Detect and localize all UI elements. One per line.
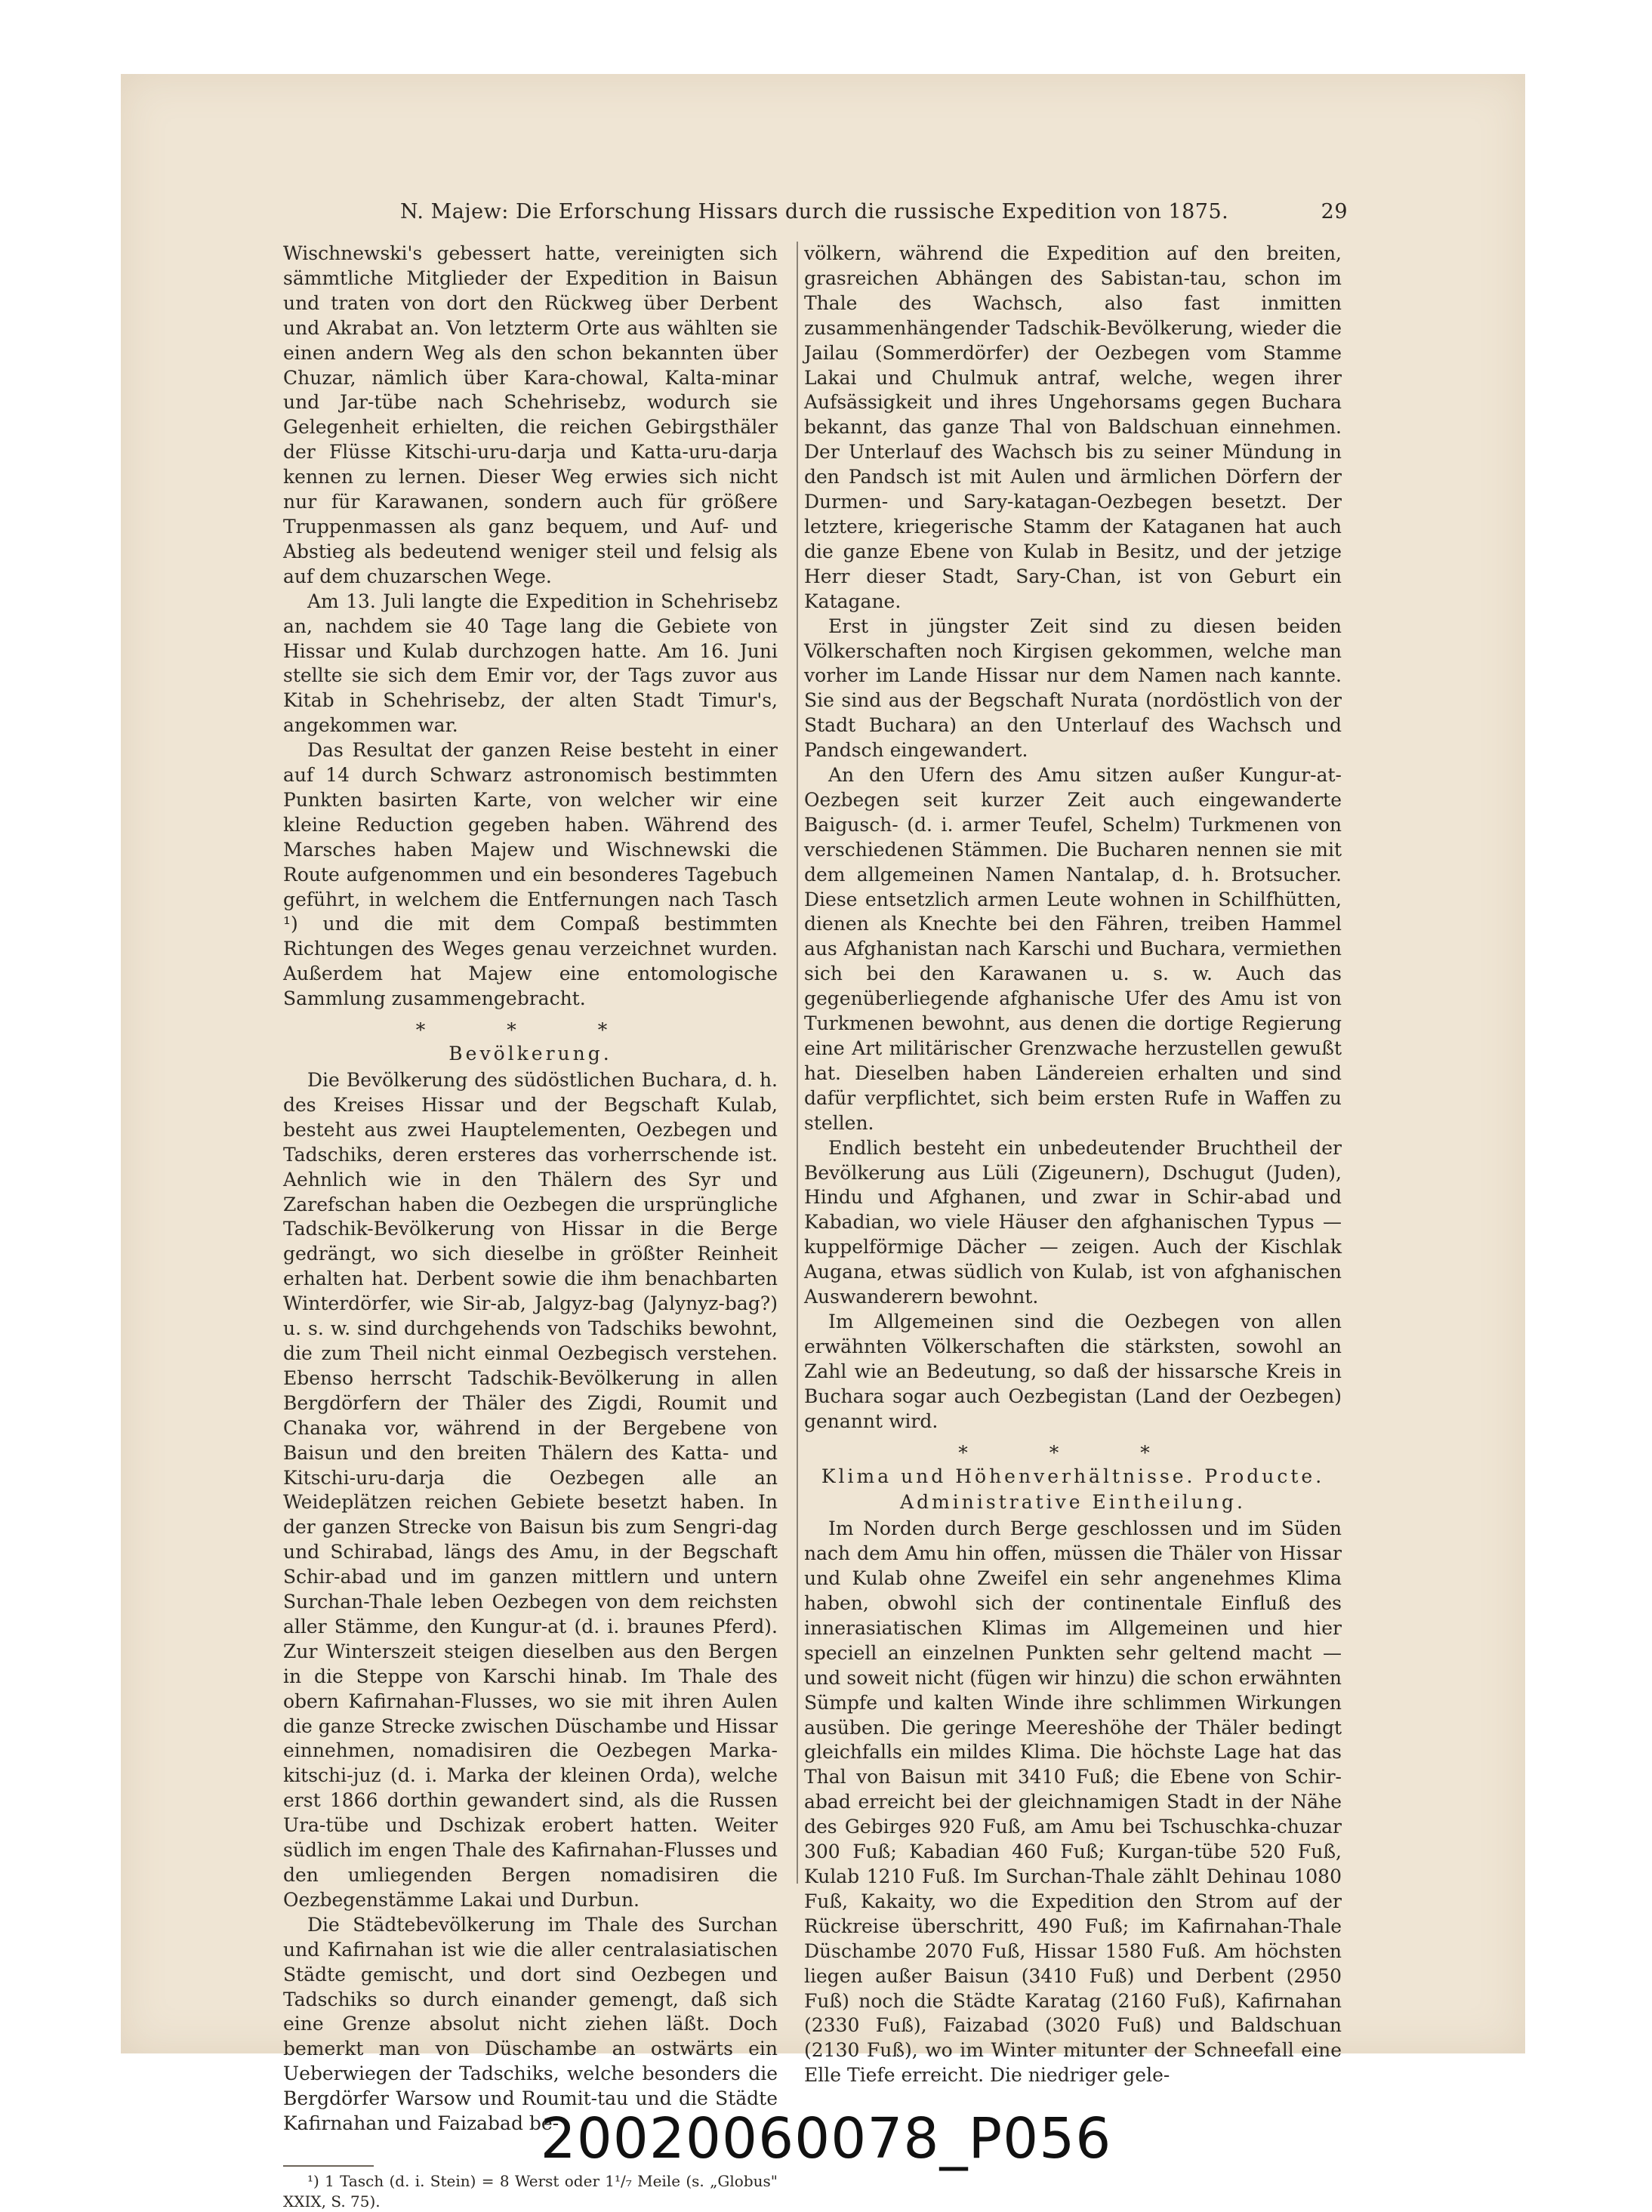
paragraph: völkern, während die Expedition auf den breiten, grasreichen Abhängen des Sabistan-tau, schon im Thale des Wachsch, also fast inmitten zusammenhängender Tadschik-Bevölkerung, wieder die Jailau (Sommerdörfer) der Oezbegen vom Stamme Lakai und Chulmuk antraf, welche, wegen ihrer Aufsässigkeit und ihres Ungehorsams gegen Buchara bekannt, das ganze Thal von Baldschuan einnehmen. Der Unterlauf des Wachsch bis zu seiner Mündung in den Pandsch ist mit Aulen und ärmlichen Dörfern der Durmen- und Sary-katagan-Oezbegen besetzt. Der letztere, kriegerische Stamm der Kataganen hat auch die ganze Ebene von Kulab in Besitz, und der jetzige Herr dieser Stadt, Sary-Chan, ist von Geburt ein Katagane. <box>804 242 1342 612</box>
paragraph: Die Bevölkerung des südöstlichen Buchara, d. h. des Kreises Hissar und der Begschaft Kulab, besteht aus zwei Hauptelementen, Oezbegen und Tadschiks, deren ersteres das vorherrschende ist. Aehnlich wie in den Thälern des Syr und Zarefschan haben die Oezbegen die ursprüngliche Tadschik-Bevölkerung von Hissar in die Berge gedrängt, wo sich dieselbe in größter Reinheit erhalten hat. Derbent sowie die ihm benachbarten Winterdörfer, wie Sir-ab, Jalgyz-bag (Jalynyz-bag?) u. s. w. sind durchgehends von Tadschiks bewohnt, die zum Theil nicht einmal Oezbegisch verstehen. Ebenso herrscht Tadschik-Bevölkerung in allen Bergdörfern der Thäler des Zigdi, Roumit und Chanaka vor, während in der Bergebene von Baisun und den breiten Thälern des Katta- und Kitschi-uru-darja die Oezbegen alle an Weideplätzen reichen Gebiete besetzt haben. In der ganzen Strecke von Baisun bis zum Sengri-dag und Schirabad, längs des Amu, in der Begschaft Schir-abad und im ganzen mittlern und untern Surchan-Thale leben Oezbegen von dem reichsten aller Stämme, den Kungur-at (d. i. braunes Pferd). Zur Winterszeit steigen dieselben aus den Bergen in die Steppe von Karschi hinab. Im Thale des obern Kafirnahan-Flusses, wo sie mit ihren Aulen die ganze Strecke zwischen Düschambe und Hissar einnehmen, nomadisiren die Oezbegen Marka-kitschi-juz (d. i. Marka der kleinen Orda), welche erst 1866 dorthin gewandert sind, als die Russen Ura-tübe und Dschizak erobert hatten. Weiter südlich im engen Thale des Kafirnahan-Flusses und den umliegenden Bergen nomadisiren die Oezbegenstämme Lakai und Durbun. <box>283 1069 778 1911</box>
scan-identifier: 20020060078_P056 <box>540 2106 1112 2171</box>
paragraph: Das Resultat der ganzen Reise besteht in einer auf 14 durch Schwarz astronomisch bestimmten Punkten basirten Karte, von welcher wir eine kleine Reduction gegeben haben. Während des Marsches haben Majew und Wischnewski die Route aufgenommen und ein besonderes Tagebuch geführt, in welchem die Entfernungen nach Tasch ¹) und die mit dem Compaß bestimmten Richtungen des Weges genau verzeichnet wurden. Außerdem hat Majew eine entomologische Sammlung zusammengebracht. <box>283 739 778 1010</box>
section-subheading: Administrative Eintheilung. <box>900 1491 1246 1514</box>
paragraph: Wischnewski's gebessert hatte, vereinigten sich sämmtliche Mitglieder der Expedition in Baisun und traten von dort den Rückweg über Derbent und Akrabat an. Von letzterm Orte aus wählten sie einen andern Weg als den schon bekannten über Chuzar, nämlich über Kara-chowal, Kalta-minar und Jar-tübe nach Schehrisebz, wodurch sie Gelegenheit erhielten, die reichen Gebirgsthäler der Flüsse Kitschi-uru-darja und Katta-uru-darja kennen zu lernen. Dieser Weg erwies sich nicht nur für Karawanen, sondern auch für größere Truppenmassen als ganz bequem, und Auf- und Abstieg als bedeutend weniger steil und felsig als auf dem chuzarschen Wege. <box>283 242 778 587</box>
left-column <box>283 242 778 2212</box>
paragraph: Am 13. Juli langte die Expedition in Schehrisebz an, nachdem sie 40 Tage lang die Gebiete von Hissar und Kulab durchzogen hatte. Am 16. Juni stellte sie sich dem Emir vor, der Tags zuvor aus Kitab in Schehrisebz, der alten Stadt Timur's, angekommen war. <box>283 590 778 737</box>
paragraph: Im Norden durch Berge geschlossen und im Süden nach dem Amu hin offen, müssen die Thäler von Hissar und Kulab ohne Zweifel ein sehr angenehmes Klima haben, obwohl sich der continentale Einfluß des innerasiatischen Klimas im Allgemeinen und hier speciell an einzelnen Punkten sehr geltend macht — und soweit nicht (fügen wir hinzu) die schon erwähnten Sümpfe und kalten Winde ihre schlimmen Wirkungen ausüben. Die geringe Meereshöhe der Thäler bedingt gleichfalls ein mildes Klima. Die höchste Lage hat das Thal von Baisun mit 3410 Fuß; die Ebene von Schir-abad erreicht bei der gleichnamigen Stadt in der Nähe des Gebirges 920 Fuß, am Amu bei Tschuschka-chuzar 300 Fuß; Kabadian 460 Fuß; Kurgan-tübe 520 Fuß, Kulab 1210 Fuß. Im Surchan-Thale zählt Dehinau 1080 Fuß, Kakaity, wo die Expedition den Strom auf der Rückreise überschritt, 490 Fuß; im Kafirnahan-Thale Düschambe 2070 Fuß, Hissar 1580 Fuß. Am höchsten liegen außer Baisun (3410 Fuß) und Derbent (2950 Fuß) noch die Städte Karatag (2160 Fuß), Kafirnahan (2330 Fuß), Faizabad (3020 Fuß) und Baldschuan (2130 Fuß), wo im Winter mitunter der Schneefall eine Elle Tiefe erreicht. Die niedriger gele- <box>804 1517 1342 2087</box>
paragraph: An den Ufern des Amu sitzen außer Kungur-at-Oezbegen seit kurzer Zeit auch eingewanderte Baigusch- (d. i. armer Teufel, Schelm) Turkmenen von verschiedenen Stämmen. Die Bucharen nennen sie mit dem allgemeinen Namen Nantalap, d. h. Brotsucher. Diese entsetzlich armen Leute wohnen in Schilfhütten, dienen als Knechte bei den Fähren, treiben Hammel aus Afghanistan nach Karschi und Buchara, vermiethen sich bei den Karawanen u. s. w. Auch das gegenüberliegende afghanische Ufer des Amu ist von Turkmenen bewohnt, aus denen die dortige Regierung eine Art militärischer Grenzwache herzustellen gewußt hat. Dieselben haben Ländereien erhalten und sind dafür verpflichtet, sich beim ersten Rufe in Waffen zu stellen. <box>804 764 1342 1134</box>
section-heading: Klima und Höhenverhältnisse. Producte. <box>821 1465 1325 1487</box>
page-number: 29 <box>1321 200 1348 223</box>
section-separator: * * * <box>958 1441 1188 1464</box>
footnote: ¹) 1 Tasch (d. i. Stein) = 8 Werst oder 1¹/₇ Meile (s. „Globus" XXIX, S. 75). <box>283 2171 778 2210</box>
paragraph: Die Städtebevölkerung im Thale des Surchan und Kafirnahan ist wie die aller centralasiatischen Städte gemischt, und dort sind Oezbegen und Tadschiks so durch einander gemengt, daß sich eine Grenze absolut nicht ziehen läßt. Doch bemerkt man von Düschambe an ostwärts ein Ueberwiegen der Tadschiks, welche besonders die Bergdörfer Warsow und Roumit-tau und die Städte Kafirnahan und Faizabad be- <box>283 1913 778 2135</box>
paragraph: Erst in jüngster Zeit sind zu diesen beiden Völkerschaften noch Kirgisen gekommen, welche man vorher im Lande Hissar nur dem Namen nach kannte. Sie sind aus der Begschaft Nurata (nordöstlich von der Stadt Buchara) an den Unterlauf des Wachsch und Pandsch eingewandert. <box>804 615 1342 762</box>
paragraph: Im Allgemeinen sind die Oezbegen von allen erwähnten Völkerschaften die stärksten, sowohl an Zahl wie an Bedeutung, so daß der hissarsche Kreis in Buchara sogar auch Oezbegistan (Land der Oezbegen) genannt wird. <box>804 1310 1342 1432</box>
section-heading: Bevölkerung. <box>448 1043 612 1065</box>
running-title: N. Majew: Die Erforschung Hissars durch die russische Expedition von 1875. <box>400 200 1229 223</box>
right-column <box>804 242 1342 2088</box>
running-header <box>283 200 1348 230</box>
paragraph: Endlich besteht ein unbedeutender Bruchtheil der Bevölkerung aus Lüli (Zigeunern), Dschugut (Juden), Hindu und Afghanen, und zwar in Schir-abad und Kabadian, wo viele Häuser den afghanischen Typus — kuppelförmige Dächer — zeigen. Auch der Kischlak Augana, etwas südlich von Kulab, ist von afghanischen Auswanderern bewohnt. <box>804 1136 1342 1308</box>
column-divider <box>797 242 798 1884</box>
section-separator: * * * <box>415 1019 646 1042</box>
